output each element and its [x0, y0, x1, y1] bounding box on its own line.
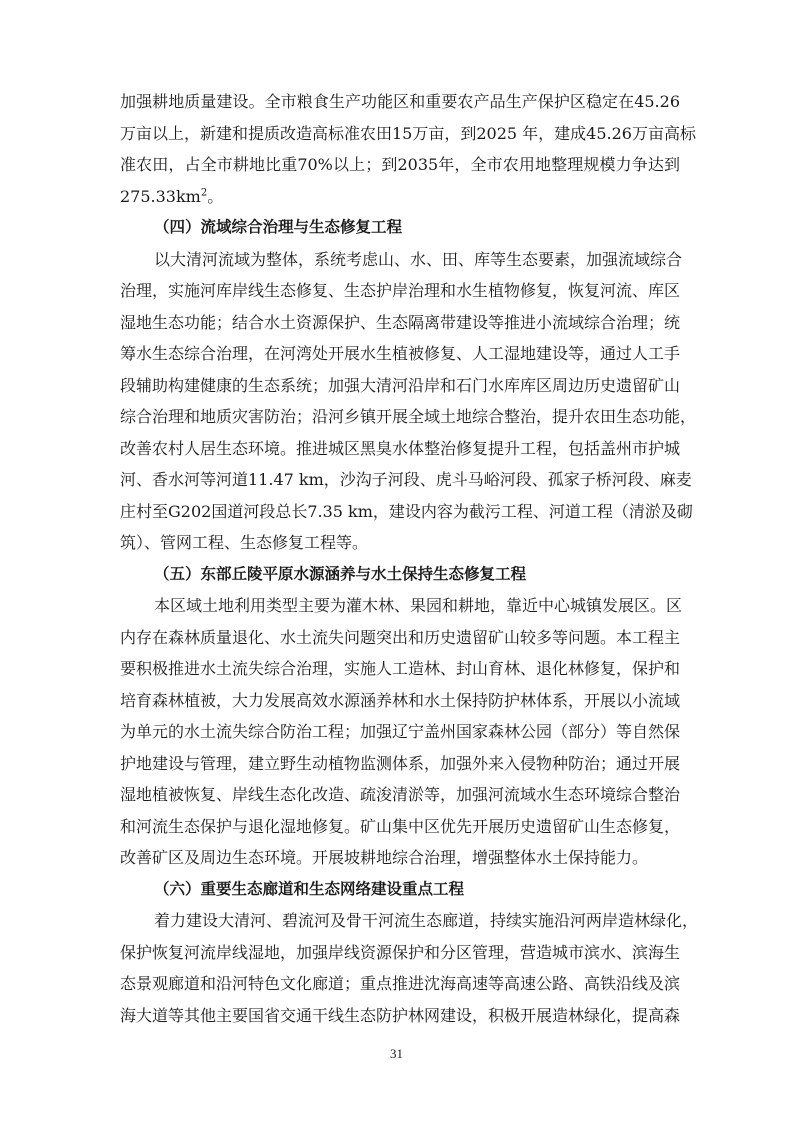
page-number: 31: [390, 1046, 403, 1061]
page-body: [120, 86, 699, 1031]
text-line: 海大道等其他主要国省交通干线生态防护林网建设，积极开展造林绿化，提高森: [120, 1005, 681, 1025]
superscript-unit: 2: [200, 187, 208, 199]
text-line: 治理，实施河库岸线生态修复、生态护岸治理和水生植物修复，恢复河流、库区: [120, 281, 681, 300]
text-line: 综合治理和地质灾害防治；沿河乡镇开展全域土地综合整治，提升农田生态功能，: [120, 407, 697, 426]
text-line: 培育森林植被，大力发展高效水源涵养林和水土保持防护林体系，开展以小流域: [120, 690, 681, 710]
text-line: 着力建设大清河、碧流河及骨干河流生态廊道，持续实施沿河两岸造林绿化，: [154, 911, 699, 930]
text-line: 准农田，占全市耕地比重70%以上；到2035年，全市农用地整理规模力争达到: [120, 155, 680, 174]
section-body-4: [120, 244, 697, 559]
section-heading-4: （四）流域综合治理与生态修复工程: [154, 218, 403, 236]
section-body-5: [120, 590, 683, 874]
text-line-last: 改善矿区及周边生态环境。开展坡耕地综合治理，增强整体水土保持能力。: [120, 848, 649, 867]
text-line: 护地建设与管理，建立野生动植物监测体系，加强外来入侵物种防治；通过开展: [120, 753, 681, 773]
text-line: 内存在森林质量退化、水土流失问题突出和历史遗留矿山较多等问题。本工程主: [120, 627, 681, 647]
text-line: 湿地生态功能；结合水土资源保护、生态隔离带建设等推进小流域综合治理；统: [120, 312, 681, 332]
text-line: 要积极推进水土流失综合治理，实施人工造林、封山育林、退化林修复，保护和: [120, 659, 681, 678]
text-line-last: [120, 181, 680, 213]
text-line: 为单元的水土流失综合防治工程；加强辽宁盖州国家森林公园（部分）等自然保: [120, 722, 681, 741]
text-line: 改善农村人居生态环境。推进城区黑臭水体整治修复提升工程，包括盖州市护城: [120, 438, 681, 458]
paragraph-farmland-quality: [120, 86, 696, 212]
section-heading-5: （五）东部丘陵平原水源涵养与水土保持生态修复工程: [154, 564, 527, 583]
text-line: 筹水生态综合治理，在河湾处开展水生植被修复、人工湿地建设等，通过人工手: [120, 344, 681, 363]
text-line: 态景观廊道和沿河特色文化廊道；重点推进沈海高速等高速公路、高铁沿线及滨: [120, 974, 681, 993]
area-value: 275.33km: [120, 186, 201, 206]
text-line: 和河流生态保护与退化湿地修复。矿山集中区优先开展历史遗留矿山生态修复，: [120, 816, 681, 836]
section-body-6: [120, 905, 699, 1031]
text-line: 加强耕地质量建设。全市粮食生产功能区和重要农产品生产保护区稳定在45.26: [120, 92, 680, 111]
text-line: 河、香水河等河道11.47 km，沙沟子河段、虎斗马峪河段、孤家子桥河段、麻麦: [120, 470, 692, 489]
text-line: 保护恢复河流岸线湿地，加强岸线资源保护和分区管理，营造城市滨水、滨海生: [120, 942, 681, 962]
text-line: 湿地植被恢复、岸线生态化改造、疏浚清淤等，加强河流域水生态环境综合整治: [120, 785, 681, 804]
section-heading-6: （六）重要生态廊道和生态网络建设重点工程: [154, 879, 465, 898]
text-line: 段辅助构建健康的生态系统；加强大清河沿岸和石门水库库区周边历史遗留矿山: [120, 375, 681, 395]
text-line: 庄村至G202国道河段总长7.35 km，建设内容为截污工程、河道工程（清淤及砌: [120, 501, 693, 521]
text-line: 以大清河流域为整体，系统考虑山、水、田、库等生态要素，加强流域综合: [154, 249, 683, 269]
sentence-end: 。: [207, 186, 224, 206]
text-line: 本区域土地利用类型主要为灌木林、果园和耕地，靠近中心城镇发展区。区: [154, 596, 683, 615]
text-line: 万亩以上，新建和提质改造高标准农田15万亩，到2025 年，建成45.26万亩高标: [120, 123, 696, 143]
text-line-last: 筑）、管网工程、生态修复工程等。: [120, 533, 369, 552]
